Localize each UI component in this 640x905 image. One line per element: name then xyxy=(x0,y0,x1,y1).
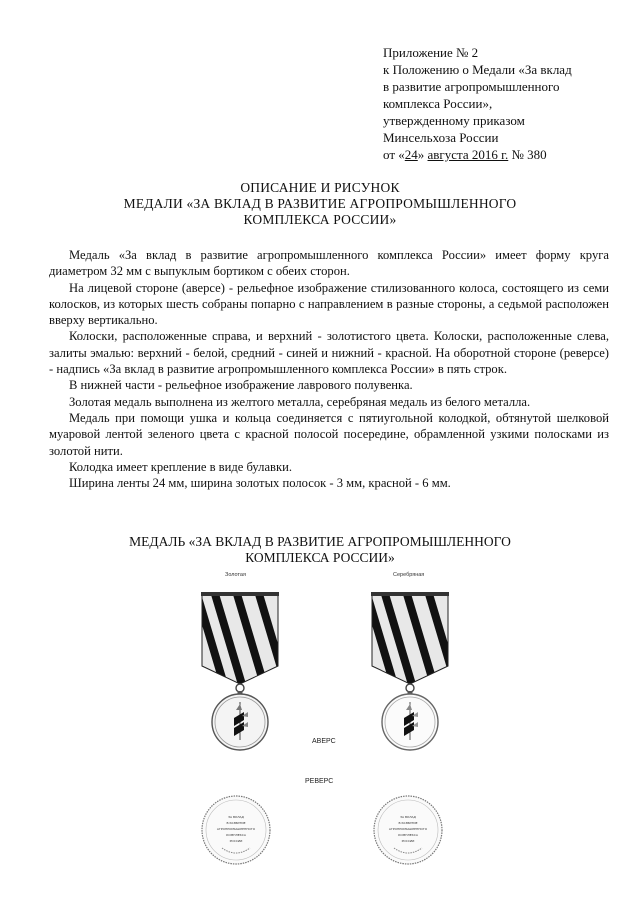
date-day: 24 xyxy=(404,147,418,162)
heading-line: МЕДАЛИ «ЗА ВКЛАД В РАЗВИТИЕ АГРОПРОМЫШЛЕННОГО xyxy=(123,196,517,211)
date-month-year: августа 2016 г. xyxy=(427,147,509,162)
label-revers: РЕВЕРС xyxy=(305,778,334,785)
reverse-line: КОМПЛЕКСА xyxy=(398,833,418,837)
appendix-block xyxy=(383,44,623,163)
figure-title xyxy=(60,534,580,566)
paragraph: Медаль при помощи ушка и кольца соединяется с пятиугольной колодкой, обтянутой шелковой муаровой лентой зеленого цвета с красной полосой посередине, обрамленной узкими полосками из золотой нити. xyxy=(49,410,609,458)
date-mid: » xyxy=(417,147,428,162)
paragraph: В нижней части - рельефное изображение лаврового полувенка. xyxy=(69,378,413,393)
reverse-line: ЗА ВКЛАД xyxy=(400,815,416,819)
gold-medal-reverse xyxy=(196,790,276,870)
caption-gold: Золотая xyxy=(225,572,246,578)
figure-title-line: МЕДАЛЬ «ЗА ВКЛАД В РАЗВИТИЕ АГРОПРОМЫШЛЕННОГО xyxy=(129,534,511,549)
medal-disc xyxy=(382,694,438,750)
gold-medal-image xyxy=(190,578,290,758)
reverse-line: РОССИИ xyxy=(229,839,243,843)
reverse-line: АГРОПРОМЫШЛЕННОГО xyxy=(388,827,428,831)
silver-medal-image xyxy=(360,578,460,758)
paragraph: Ширина ленты 24 мм, ширина золотых полосок - 3 мм, красной - 6 мм. xyxy=(69,476,451,491)
reverse-line: ЗА ВКЛАД xyxy=(228,815,244,819)
document-heading xyxy=(60,180,580,228)
heading-line: КОМПЛЕКСА РОССИИ» xyxy=(243,212,397,227)
appendix-line: в развитие агропромышленного xyxy=(383,79,560,94)
figure-title-line: КОМПЛЕКСА РОССИИ» xyxy=(245,550,395,565)
reverse-line: КОМПЛЕКСА xyxy=(226,833,246,837)
caption-silver: Серебряная xyxy=(393,572,425,578)
medal-disc xyxy=(212,694,268,750)
paragraph: Колодка имеет крепление в виде булавки. xyxy=(69,459,292,474)
appendix-line: к Положению о Медали «За вклад xyxy=(383,62,572,77)
date-prefix: от « xyxy=(383,147,405,162)
paragraph: Колоски, расположенные справа, и верхний - золотистого цвета. Колоски, расположенные слева, залиты эмалью: верхний - белой, средний - синей и нижний - красной. На оборотной стороне (реверсе) - надпись «За вклад в развитие агропромышленного комплекса России» в пять строк. xyxy=(49,329,609,377)
appendix-date-line xyxy=(383,146,623,163)
order-number: № 380 xyxy=(508,147,547,162)
paragraph: На лицевой стороне (аверсе) - рельефное изображение стилизованного колоса, состоящего из семи колосков, из которых шесть собраны попарно с направлением в разные стороны, а седьмой расположен вверху вертикально. xyxy=(49,280,609,328)
appendix-line: утвержденному приказом xyxy=(383,113,525,128)
reverse-line: РОССИИ xyxy=(401,839,415,843)
description-text xyxy=(49,247,609,491)
appendix-line: комплекса России», xyxy=(383,96,493,111)
appendix-line: Минсельхоза России xyxy=(383,130,499,145)
heading-line: ОПИСАНИЕ И РИСУНОК xyxy=(240,180,400,195)
reverse-line: АГРОПРОМЫШЛЕННОГО xyxy=(216,827,256,831)
silver-medal-reverse xyxy=(368,790,448,870)
reverse-line: В РАЗВИТИЕ xyxy=(398,821,418,825)
label-avers: АВЕРС xyxy=(312,738,336,745)
paragraph: Медаль «За вклад в развитие агропромышленного комплекса России» имеет форму круга диаметром 32 мм с выпуклым бортиком с обеих сторон. xyxy=(49,248,609,279)
appendix-line: Приложение № 2 xyxy=(383,45,479,60)
reverse-line: В РАЗВИТИЕ xyxy=(226,821,246,825)
paragraph: Золотая медаль выполнена из желтого металла, серебряная медаль из белого металла. xyxy=(69,394,531,409)
